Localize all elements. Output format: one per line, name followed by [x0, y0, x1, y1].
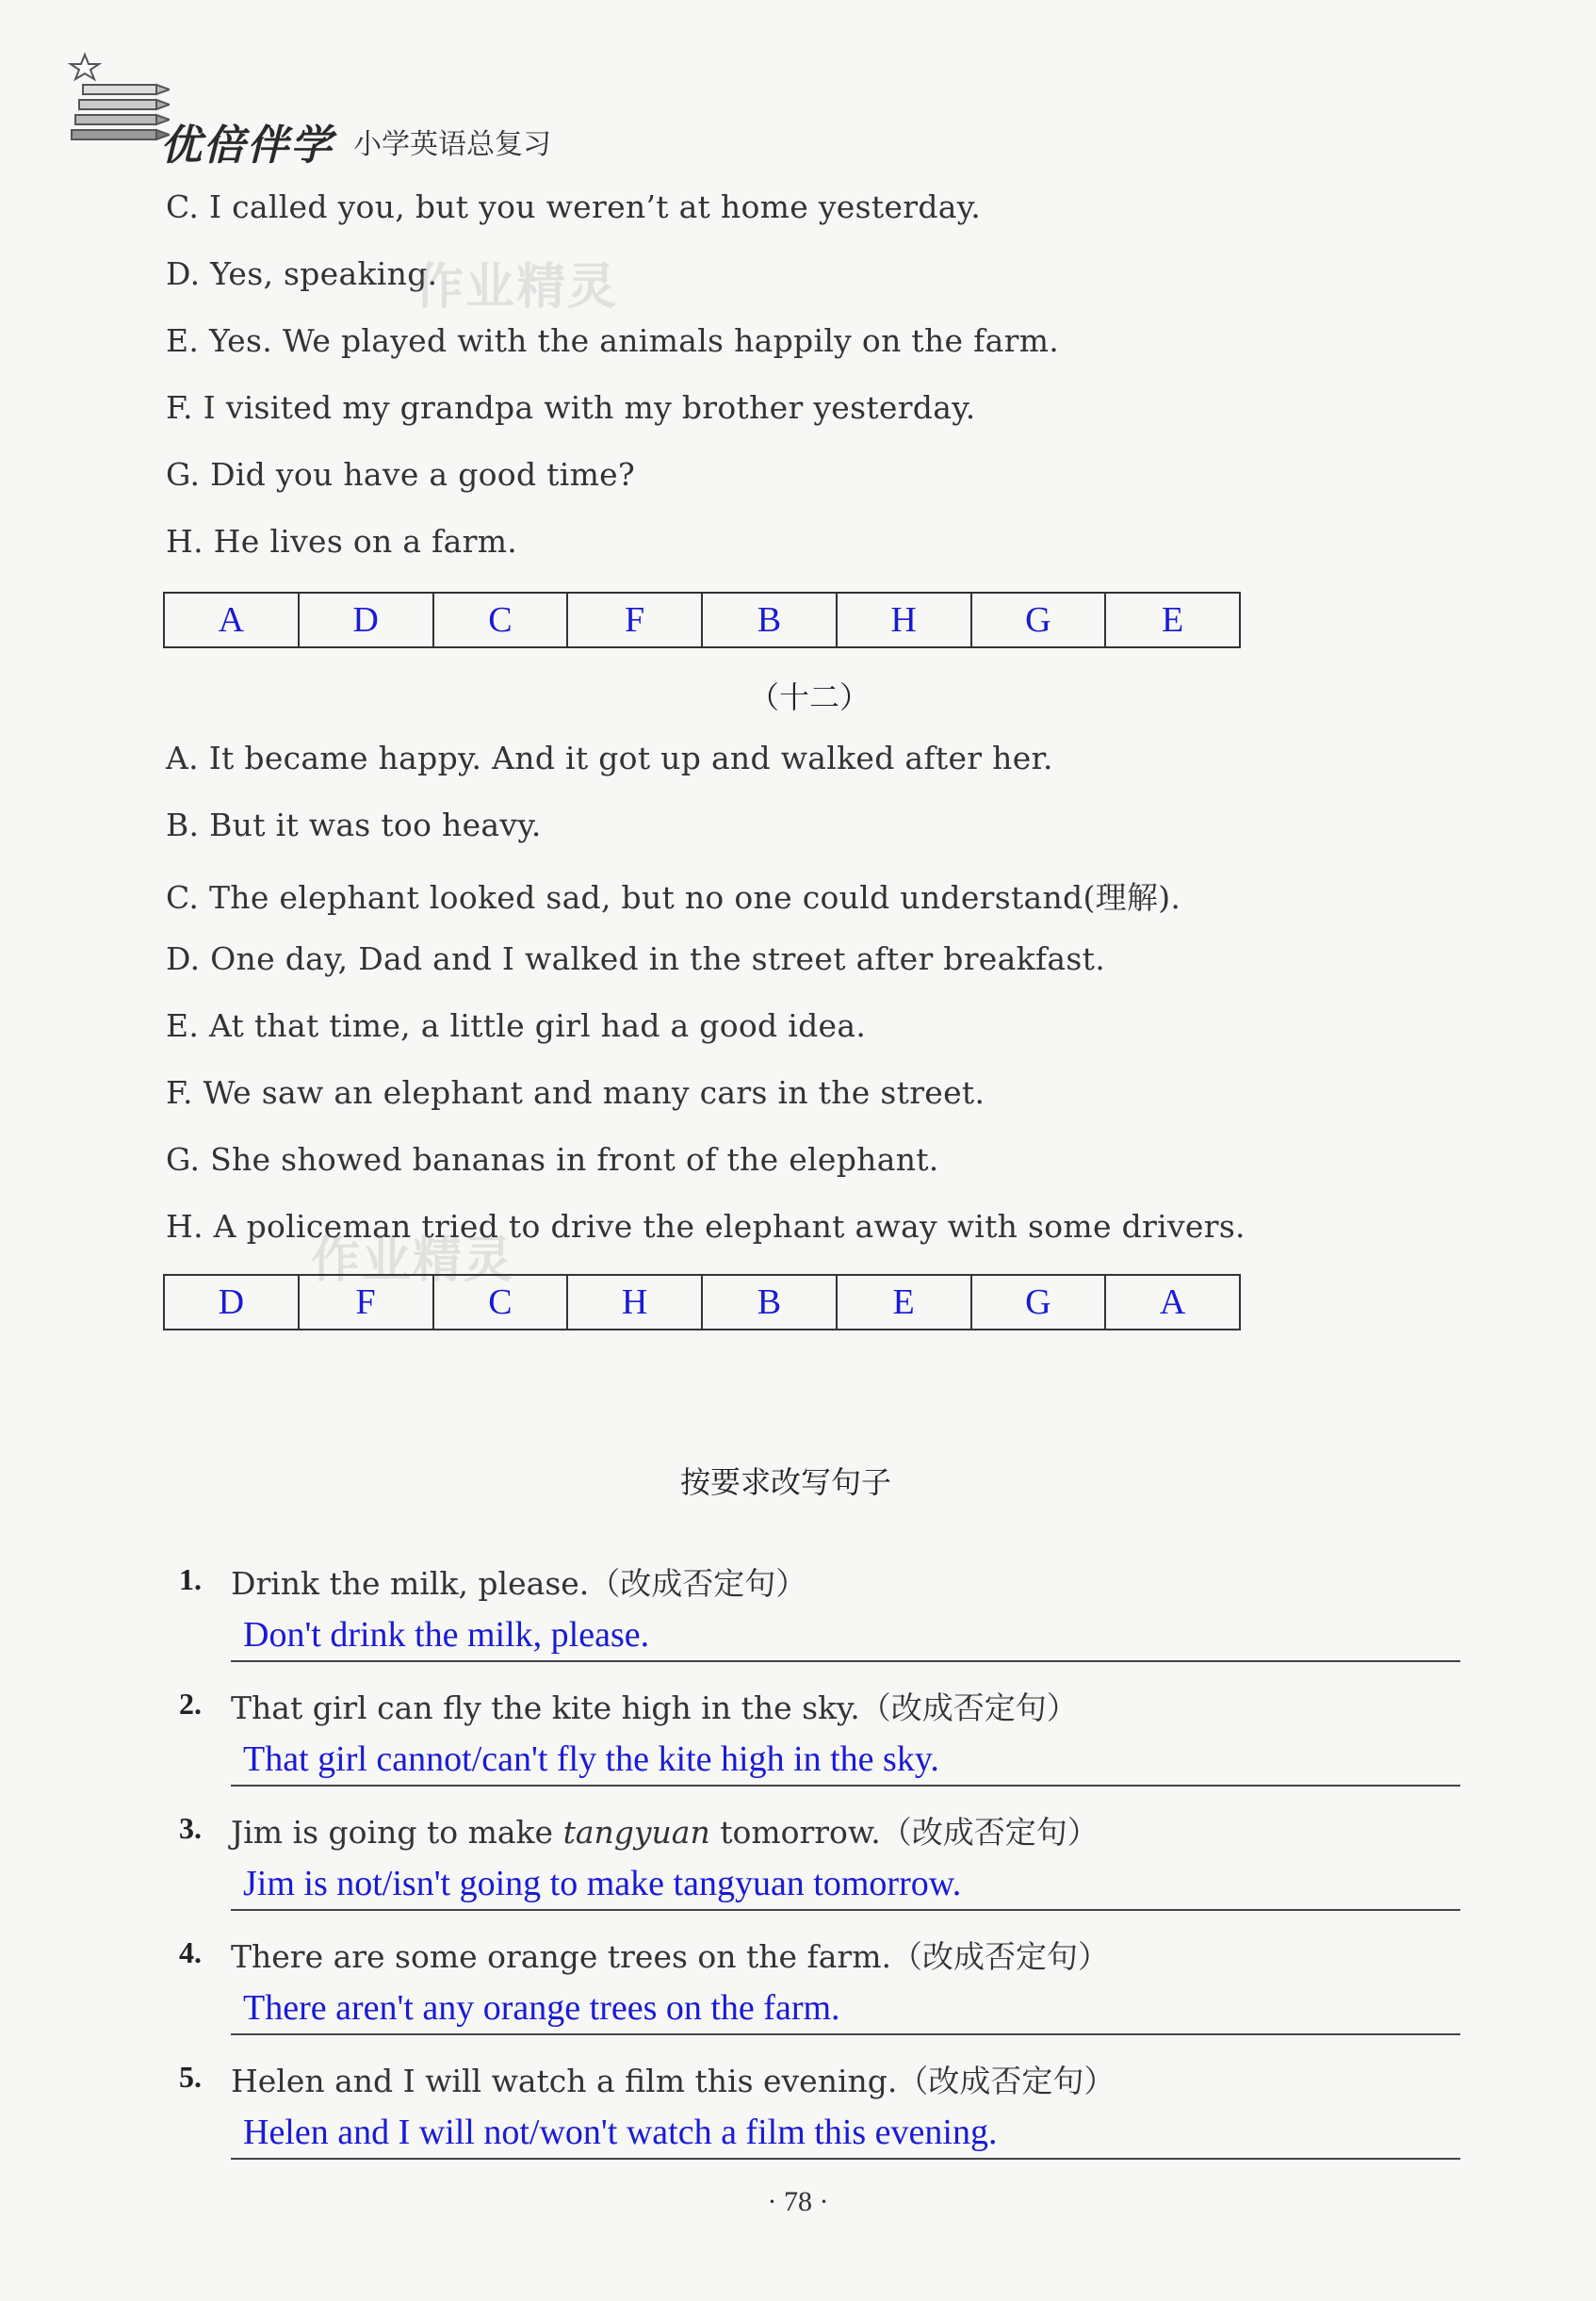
- question-prompt: Helen and I will watch a film this evening.（改成否定句）: [231, 2063, 1116, 2099]
- answer-cell: C: [433, 1275, 568, 1330]
- answer-cell: B: [702, 1275, 837, 1330]
- question-number: 5.: [179, 2060, 202, 2094]
- answer-text: Don't drink the milk, please.: [243, 1615, 650, 1655]
- option-line-b: B. But it was too heavy.: [166, 807, 542, 843]
- answer-cell: H: [567, 1275, 702, 1330]
- answer-cell: G: [971, 1275, 1106, 1330]
- answer-table-11: [163, 592, 1241, 648]
- answer-line: [231, 1909, 1460, 1911]
- option-line-d: D. One day, Dad and I walked in the street after breakfast.: [166, 940, 1105, 977]
- question-prompt-before: Jim is going to make: [231, 1814, 563, 1851]
- option-line-h: H. A policeman tried to drive the elephant away with some drivers.: [166, 1208, 1246, 1245]
- option-line-f: F. I visited my grandpa with my brother yesterday.: [166, 389, 976, 426]
- rewrite-title: 按要求改写句子: [680, 1464, 892, 1500]
- option-line-g: G. She showed bananas in front of the elephant.: [166, 1141, 939, 1178]
- answer-cell: E: [1105, 593, 1240, 647]
- answer-cell: H: [837, 593, 971, 647]
- answer-line: [231, 1785, 1460, 1787]
- answer-cell: E: [837, 1275, 971, 1330]
- question-prompt-italic: tangyuan: [562, 1814, 710, 1851]
- option-line-e: E. Yes. We played with the animals happily on the farm.: [166, 322, 1060, 359]
- answer-cell: A: [164, 593, 299, 647]
- answer-table-12: [163, 1274, 1241, 1330]
- pencils-logo-icon: [66, 47, 170, 151]
- question-number: 3.: [179, 1811, 202, 1845]
- question-prompt: [231, 1808, 1099, 1852]
- answer-line: [231, 2158, 1460, 2160]
- option-line-g: G. Did you have a good time?: [166, 456, 636, 493]
- header-subtitle: 小学英语总复习: [353, 128, 551, 161]
- answer-cell: C: [433, 593, 568, 647]
- logo-text: 优倍伴学: [160, 122, 334, 170]
- question-prompt: Drink the milk, please.（改成否定句）: [231, 1565, 807, 1602]
- answer-cell: D: [299, 593, 433, 647]
- answer-cell: F: [567, 593, 702, 647]
- answer-line: [231, 1660, 1460, 1662]
- answer-cell: B: [702, 593, 837, 647]
- answer-text: Jim is not/isn't going to make tangyuan tomorrow.: [243, 1864, 962, 1903]
- question-number: 4.: [179, 1935, 202, 1969]
- question-prompt-after: tomorrow.（改成否定句）: [709, 1814, 1099, 1851]
- question-prompt: There are some orange trees on the farm.（改成否定句）: [231, 1938, 1109, 1975]
- answer-text: Helen and I will not/won't watch a film this evening.: [243, 2113, 998, 2152]
- option-line-e: E. At that time, a little girl had a good idea.: [166, 1007, 867, 1044]
- option-line-c: C. I called you, but you weren’t at home yesterday.: [166, 188, 982, 225]
- watermark: 作业精灵: [415, 259, 619, 316]
- question-number: 2.: [179, 1687, 202, 1721]
- answer-cell: F: [299, 1275, 433, 1330]
- answer-cell: D: [164, 1275, 299, 1330]
- answer-text: There aren't any orange trees on the farm.: [243, 1988, 840, 2028]
- answer-text: That girl cannot/can't fly the kite high in the sky.: [243, 1739, 939, 1779]
- answer-cell: G: [971, 593, 1106, 647]
- page-number: · 78 ·: [767, 2186, 829, 2217]
- watermark: 作业精灵: [311, 1232, 515, 1289]
- option-line-d: D. Yes, speaking.: [166, 255, 438, 292]
- option-line-a: A. It became happy. And it got up and walked after her.: [166, 740, 1053, 776]
- question-prompt: That girl can fly the kite high in the sky.（改成否定句）: [231, 1689, 1078, 1726]
- question-number: 1.: [179, 1562, 202, 1596]
- option-line-f: F. We saw an elephant and many cars in the street.: [166, 1074, 985, 1111]
- section-12-title: （十二）: [749, 679, 871, 715]
- answer-cell: A: [1105, 1275, 1240, 1330]
- answer-line: [231, 2033, 1460, 2035]
- option-line-h: H. He lives on a farm.: [166, 523, 518, 560]
- header: [66, 38, 631, 170]
- option-line-c: C. The elephant looked sad, but no one could understand(理解).: [166, 879, 1181, 916]
